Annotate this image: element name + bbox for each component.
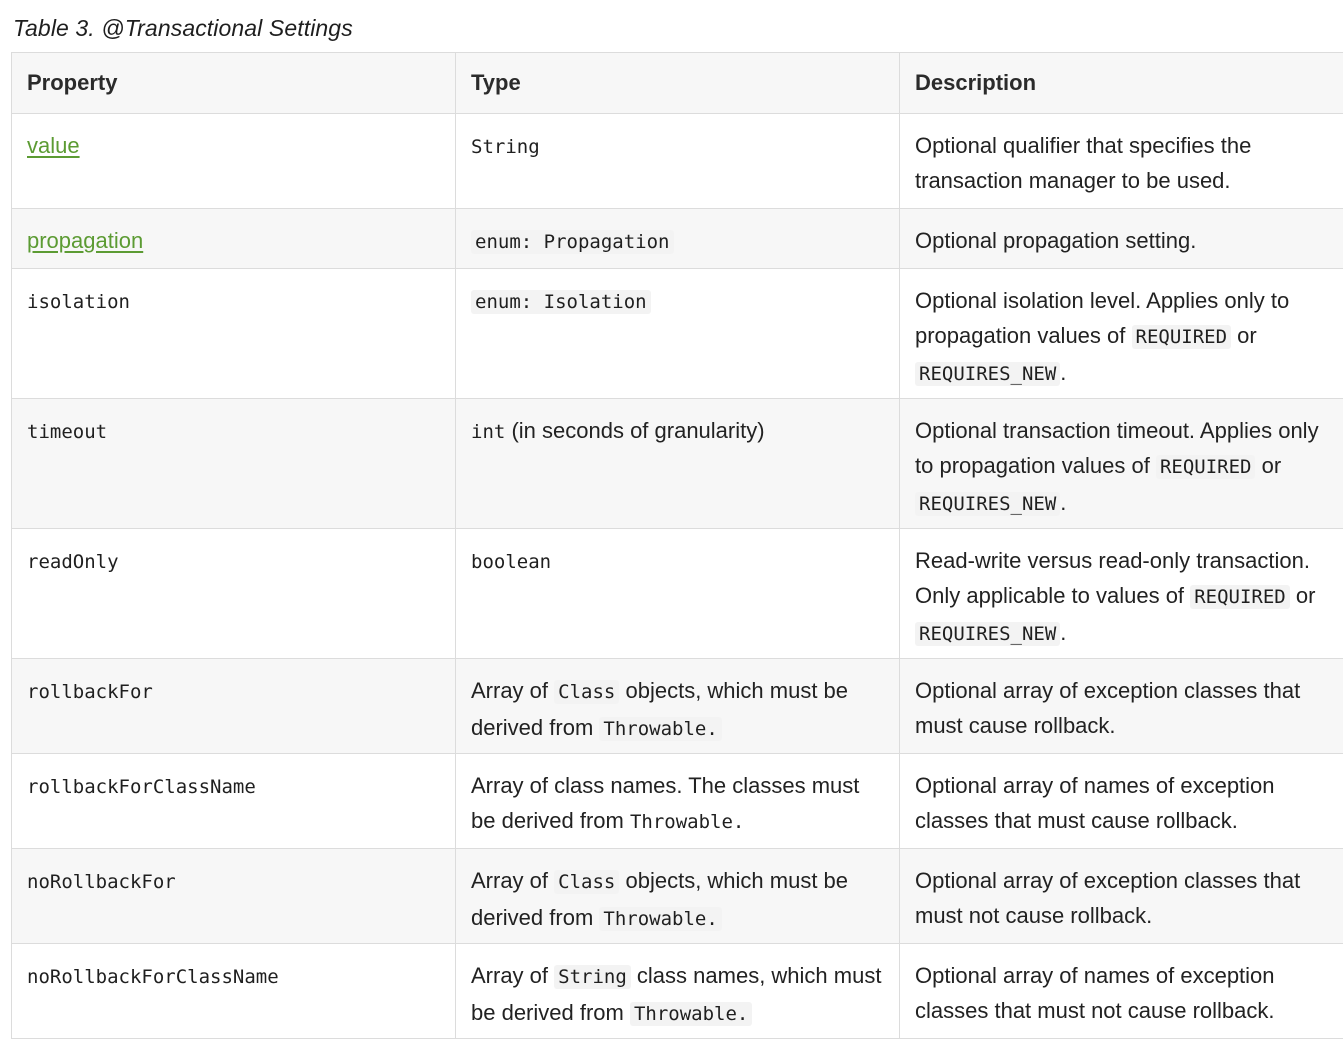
code-string: String bbox=[554, 965, 631, 989]
type-text: objects, which must be derived from bbox=[471, 678, 849, 740]
type-prefix: enum bbox=[475, 291, 521, 313]
type-code-enum bbox=[471, 230, 674, 254]
property-code: noRollbackForClassName bbox=[27, 966, 279, 988]
table-caption: Table 3. @Transactional Settings bbox=[13, 15, 353, 41]
table-row bbox=[12, 659, 1343, 754]
type-text: (in seconds of granularity) bbox=[511, 418, 765, 443]
cell-description: Optional array of names of exception classes that must cause rollback. bbox=[900, 754, 1343, 849]
type-code: boolean bbox=[471, 551, 552, 573]
type-separator: : bbox=[520, 291, 533, 313]
cell-property bbox=[12, 754, 456, 849]
table-row bbox=[12, 114, 1343, 209]
cell-description: Optional propagation setting. bbox=[900, 209, 1343, 269]
transactional-settings-table bbox=[11, 52, 1343, 1039]
code-throwable: Throwable. bbox=[629, 811, 745, 833]
code-required: REQUIRED bbox=[1132, 325, 1232, 349]
code-requires-new: REQUIRES_NEW bbox=[915, 622, 1060, 646]
cell-type bbox=[456, 849, 900, 944]
cell-property bbox=[12, 269, 456, 399]
property-code: timeout bbox=[27, 421, 108, 443]
type-code-enum bbox=[471, 290, 651, 314]
cell-description: Optional array of exception classes that must not cause rollback. bbox=[900, 849, 1343, 944]
table-row bbox=[12, 269, 1343, 399]
table-row bbox=[12, 849, 1343, 944]
cell-property bbox=[12, 399, 456, 529]
description-text: or bbox=[1295, 583, 1316, 608]
cell-property bbox=[12, 114, 456, 209]
property-code: readOnly bbox=[27, 551, 119, 573]
type-text: objects, which must be derived from bbox=[471, 868, 849, 930]
cell-type bbox=[456, 114, 900, 209]
property-code: rollbackFor bbox=[27, 681, 153, 703]
type-text: Array of bbox=[471, 963, 549, 988]
code-requires-new: REQUIRES_NEW bbox=[915, 362, 1060, 386]
table-row bbox=[12, 754, 1343, 849]
property-code: noRollbackFor bbox=[27, 871, 176, 893]
cell-type bbox=[456, 754, 900, 849]
description-text: or bbox=[1261, 453, 1282, 478]
type-prefix: enum bbox=[475, 231, 521, 253]
type-name: Isolation bbox=[543, 291, 647, 313]
type-text: class names, which must be derived from bbox=[471, 963, 882, 1025]
cell-type bbox=[456, 659, 900, 754]
property-link-propagation[interactable]: propagation bbox=[27, 228, 144, 253]
code-required: REQUIRED bbox=[1190, 585, 1290, 609]
cell-description bbox=[900, 269, 1343, 399]
type-text: Array of class names. The classes must be derived from bbox=[471, 773, 860, 833]
type-name: Propagation bbox=[543, 231, 670, 253]
type-code: String bbox=[471, 136, 540, 158]
description-text: . bbox=[1060, 360, 1067, 385]
cell-property bbox=[12, 659, 456, 754]
type-text: Array of bbox=[471, 868, 549, 893]
table-header-row bbox=[12, 53, 1343, 114]
property-code: isolation bbox=[27, 291, 130, 313]
cell-description: Optional array of exception classes that must cause rollback. bbox=[900, 659, 1343, 754]
description-text: . bbox=[1060, 490, 1067, 515]
cell-type bbox=[456, 529, 900, 659]
code-requires-new: REQUIRES_NEW bbox=[915, 492, 1060, 516]
property-code: rollbackForClassName bbox=[27, 776, 256, 798]
code-throwable: Throwable. bbox=[599, 717, 721, 741]
description-text: Optional isolation level. Applies only to propagation values of bbox=[915, 288, 1290, 348]
cell-type bbox=[456, 269, 900, 399]
description-text: Optional transaction timeout. Applies only to propagation values of bbox=[915, 418, 1319, 478]
code-required: REQUIRED bbox=[1156, 455, 1256, 479]
cell-description: Optional qualifier that specifies the transaction manager to be used. bbox=[900, 114, 1343, 209]
cell-type bbox=[456, 944, 900, 1039]
description-text: . bbox=[1060, 620, 1067, 645]
cell-description bbox=[900, 529, 1343, 659]
type-text: Array of bbox=[471, 678, 549, 703]
description-text: Read-write versus read-only transaction. Only applicable to values of bbox=[915, 548, 1310, 608]
header-type: Type bbox=[456, 53, 900, 114]
property-link-value[interactable]: value bbox=[27, 133, 80, 158]
table-row bbox=[12, 529, 1343, 659]
cell-property bbox=[12, 529, 456, 659]
cell-type bbox=[456, 209, 900, 269]
header-property: Property bbox=[12, 53, 456, 114]
header-description: Description bbox=[900, 53, 1343, 114]
code-throwable: Throwable. bbox=[630, 1002, 752, 1026]
code-class: Class bbox=[554, 680, 619, 704]
cell-property bbox=[12, 944, 456, 1039]
description-text: or bbox=[1237, 323, 1257, 348]
cell-type bbox=[456, 399, 900, 529]
type-separator: : bbox=[520, 231, 533, 253]
table-row bbox=[12, 944, 1343, 1039]
table-row bbox=[12, 399, 1343, 529]
code-throwable: Throwable. bbox=[599, 907, 721, 931]
code-class: Class bbox=[554, 870, 619, 894]
cell-property bbox=[12, 849, 456, 944]
table-row bbox=[12, 209, 1343, 269]
type-code: int bbox=[471, 421, 506, 443]
cell-property bbox=[12, 209, 456, 269]
cell-description: Optional array of names of exception classes that must not cause rollback. bbox=[900, 944, 1343, 1039]
cell-description bbox=[900, 399, 1343, 529]
